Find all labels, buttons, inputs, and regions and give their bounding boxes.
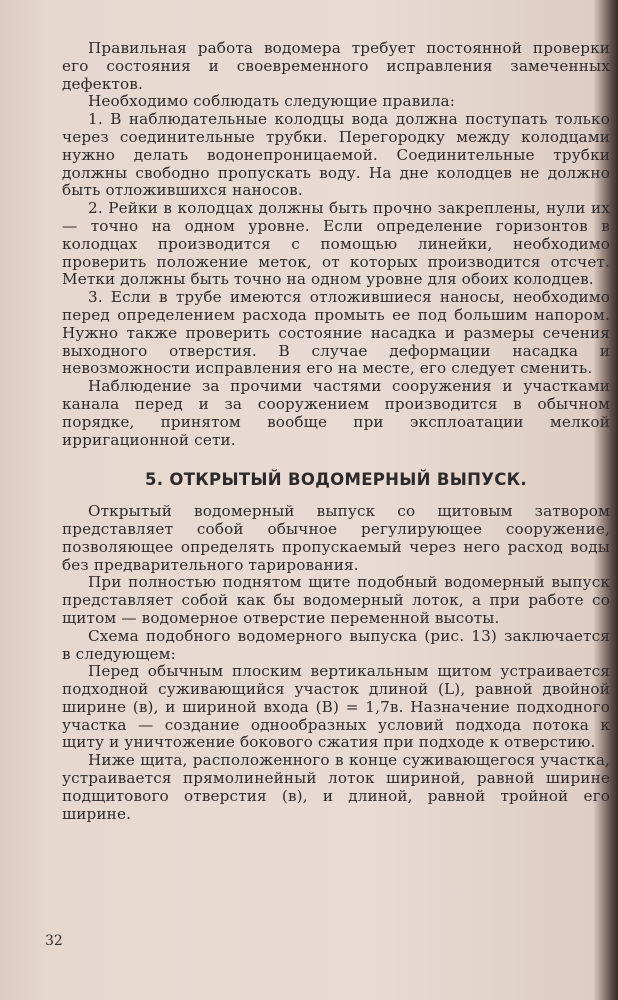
page-text xyxy=(62,40,610,823)
paragraph: Схема подобного водомерного выпуска (рис. 13) заключается в следующем: xyxy=(62,626,610,663)
paragraph: Перед обычным плоским вертикальным щитом устраивается подходной суживающийся участок длиной (L), равной двойной ширине (в), и шириной входа (B) = 1,7в. Назначение подходного участка — создание однообразных условий подхода потока к щиту и уничтожение бокового сжатия при подходе к отверстию. xyxy=(62,662,610,752)
paragraph: Необходимо соблюдать следующие правила: xyxy=(88,92,456,111)
paragraph: 2. Рейки в колодцах должны быть прочно закреплены, нули их — точно на одном уровне. Если определение горизонтов в колодцах производится с помощью линейки, необходимо проверить положение меток, от которых производится отсчет. Метки должны быть точно на одном уровне для обоих колодцев. xyxy=(62,199,610,289)
paragraph: 3. Если в трубе имеются отложившиеся наносы, необходимо перед определением расхода промыть ее под большим напором. Нужно также проверить состояние насадка и размеры сечения выходного отверстия. В случае деформации насадка и невозможности исправления его на месте, его следует сменить. xyxy=(62,288,610,378)
paragraph: При полностью поднятом щите подобный водомерный выпуск представляет собой как бы водомерный лоток, а при работе со щитом — водомерное отверстие переменной высоты. xyxy=(62,573,610,627)
paragraph: Правильная работа водомера требует постоянной проверки его состояния и своевременного исправления замеченных дефектов. xyxy=(62,39,610,93)
page-number: 32 xyxy=(45,933,63,949)
paragraph: Наблюдение за прочими частями сооружения и участками канала перед и за сооружением производится в обычном порядке, принятом вообще при эксплоатации мелкой ирригационной сети. xyxy=(62,377,610,449)
paragraph: 1. В наблюдательные колодцы вода должна поступать только через соединительные трубки. Перегородку между колодцами нужно делать водонепроницаемой. Соединительные трубки должны свободно пропускать воду. На дне колодцев не должно быть отложившихся наносов. xyxy=(62,110,610,200)
paragraph: Ниже щита, расположенного в конце суживающегося участка, устраивается прямолинейный лоток шириной, равной ширине подщитового отверстия (в), и длиной, равной тройной его ширине. xyxy=(62,751,610,823)
paragraph: Открытый водомерный выпуск со щитовым затвором представляет собой обычное регулирующее сооружение, позволяющее определять пропускаемый через него расход воды без предварительного тарирования. xyxy=(62,502,610,574)
section-heading: 5. ОТКРЫТЫЙ ВОДОМЕРНЫЙ ВЫПУСК. xyxy=(145,470,527,490)
